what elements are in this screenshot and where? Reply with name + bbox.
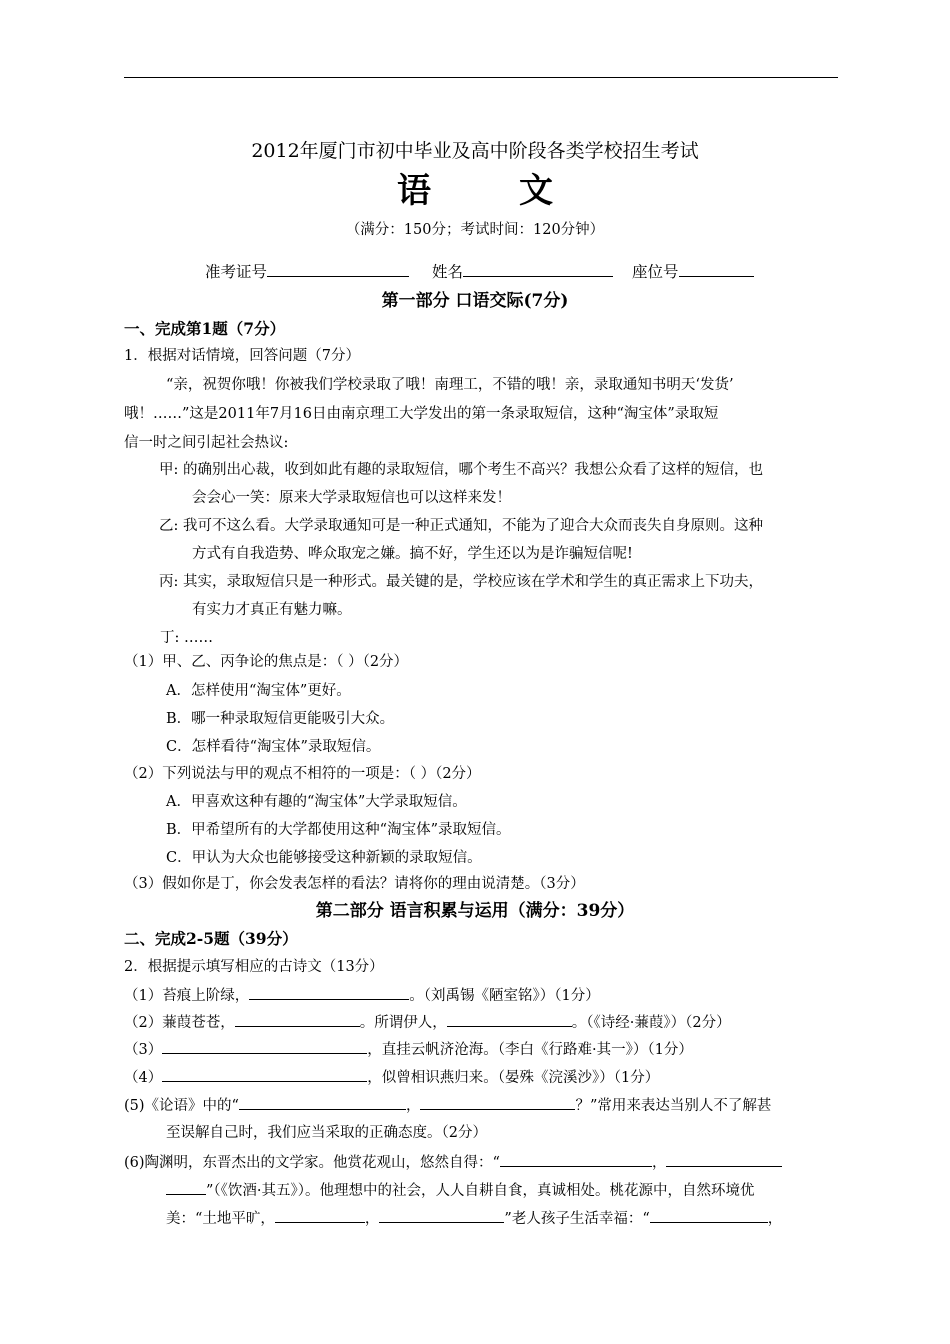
q1-sub1-option[interactable]: B．哪一种录取短信更能吸引大众。: [166, 711, 395, 727]
answer-blank[interactable]: [249, 985, 409, 1000]
poem-item-5: (5)《论语》中的“ ， ？”常用来表达当别人不了解甚: [124, 1095, 771, 1116]
q1-sub3-stem: （3）假如你是丁，你会发表怎样的看法？请将你的理由说清楚。（3分）: [124, 876, 585, 892]
passage-line: 信一时之间引起社会热议:: [124, 435, 289, 451]
passage-line: “亲，祝贺你哦！你被我们学校录取了哦！南理工，不错的哦！亲，录取通知书明天‘发货’: [166, 377, 734, 393]
exam-title: 2012年厦门市初中毕业及高中阶段各类学校招生考试: [251, 140, 699, 162]
dialog-line: 丙: 其实，录取短信只是一种形式。最关键的是，学校应该在学术和学生的真正需求上下功夫，: [159, 574, 763, 590]
part1-title: 第一部分 口语交际(7分): [381, 291, 569, 311]
poem-item-4: （4） ，似曾相识燕归来。（晏殊《浣溪沙》）（1分）: [124, 1067, 659, 1088]
q1-sub2-stem: （2）下列说法与甲的观点不相符的一项是：（ ）（2分）: [124, 766, 481, 782]
q1-sub2-option[interactable]: B．甲希望所有的大学都使用这种“淘宝体”录取短信。: [166, 822, 511, 838]
q1-stem: 1．根据对话情境，回答问题（7分）: [124, 348, 360, 364]
answer-blank[interactable]: [650, 1208, 768, 1223]
part2-section: 二、完成2-5题（39分）: [124, 929, 298, 948]
field-exam-id[interactable]: [205, 261, 409, 282]
answer-blank[interactable]: [447, 1012, 572, 1027]
answer-blank[interactable]: [500, 1152, 652, 1167]
exam-meta: （满分：150分；考试时间：120分钟）: [345, 222, 605, 238]
answer-blank[interactable]: [420, 1095, 575, 1110]
field-name-blank[interactable]: [463, 261, 613, 277]
q1-sub2-option[interactable]: A．甲喜欢这种有趣的“淘宝体”大学录取短信。: [166, 794, 467, 810]
subject-char-left: 语: [397, 171, 431, 211]
poem-item-3: （3） ，直挂云帆济沧海。（李白《行路难·其一》）（1分）: [124, 1039, 693, 1060]
answer-blank[interactable]: [162, 1039, 367, 1054]
answer-blank[interactable]: [166, 1180, 206, 1195]
answer-blank[interactable]: [379, 1208, 504, 1223]
field-exam-id-blank[interactable]: [267, 261, 409, 277]
field-name-label: 姓名: [432, 263, 464, 281]
dialog-line: 丁: ……: [160, 630, 213, 646]
q2-stem: 2．根据提示填写相应的古诗文（13分）: [124, 959, 384, 975]
q1-sub1-option[interactable]: A．怎样使用“淘宝体”更好。: [166, 683, 351, 699]
subject-char-right: 文: [519, 171, 553, 211]
answer-blank[interactable]: [235, 1012, 360, 1027]
poem-item-2: （2）蒹葭苍苍， 。所谓伊人， 。（《诗经·蒹葭》）（2分）: [124, 1012, 731, 1033]
dialog-line: 有实力才真正有魅力嘛。: [192, 602, 352, 618]
dialog-line: 甲: 的确别出心裁，收到如此有趣的录取短信，哪个考生不高兴？我想公众看了这样的短信，也: [159, 462, 763, 478]
answer-blank[interactable]: [239, 1095, 406, 1110]
dialog-line: 会会心一笑：原来大学录取短信也可以这样来发！: [192, 490, 511, 506]
answer-blank[interactable]: [162, 1067, 367, 1082]
field-seat-blank[interactable]: [679, 261, 754, 277]
poem-item-6-cont2: 美：“土地平旷， ， ”老人孩子生活幸福：“ ，: [166, 1208, 782, 1229]
q1-sub1-stem: （1）甲、乙、丙争论的焦点是：（ ）（2分）: [124, 654, 409, 670]
part2-title: 第二部分 语言积累与运用（满分：39分）: [315, 901, 635, 921]
poem-item-1: （1）苔痕上阶绿， 。（刘禹锡《陋室铭》）（1分）: [124, 985, 600, 1006]
passage-line: 哦！……”这是2011年7月16日由南京理工大学发出的第一条录取短信，这种“淘宝体”录取短: [124, 406, 719, 422]
dialog-line: 方式有自我造势、哗众取宠之嫌。搞不好，学生还以为是诈骗短信呢!: [192, 546, 633, 562]
q1-sub1-option[interactable]: C．怎样看待“淘宝体”录取短信。: [166, 739, 381, 755]
field-exam-id-label: 准考证号: [205, 263, 268, 281]
q1-sub2-option[interactable]: C．甲认为大众也能够接受这种新颖的录取短信。: [166, 850, 482, 866]
field-seat[interactable]: [632, 261, 754, 282]
poem-item-6: (6)陶渊明，东晋杰出的文学家。他赏花观山，悠然自得：“ ，: [124, 1152, 782, 1173]
field-seat-label: 座位号: [632, 263, 679, 281]
field-name[interactable]: [432, 261, 613, 282]
answer-blank[interactable]: [666, 1152, 782, 1167]
dialog-line: 乙: 我可不这么看。大学录取通知可是一种正式通知，不能为了迎合大众而丧失自身原则。这种: [159, 518, 763, 534]
header-rule: [124, 77, 838, 78]
answer-blank[interactable]: [275, 1208, 365, 1223]
poem-item-6-cont: ”（《饮酒·其五》）。他理想中的社会，人人自耕自食，真诚相处。桃花源中，自然环境优: [166, 1180, 755, 1201]
subject-title: [0, 168, 950, 214]
part1-section: 一、完成第1题（7分）: [124, 319, 286, 338]
poem-item-5-cont: 至误解自己时，我们应当采取的正确态度。（2分）: [166, 1125, 487, 1141]
